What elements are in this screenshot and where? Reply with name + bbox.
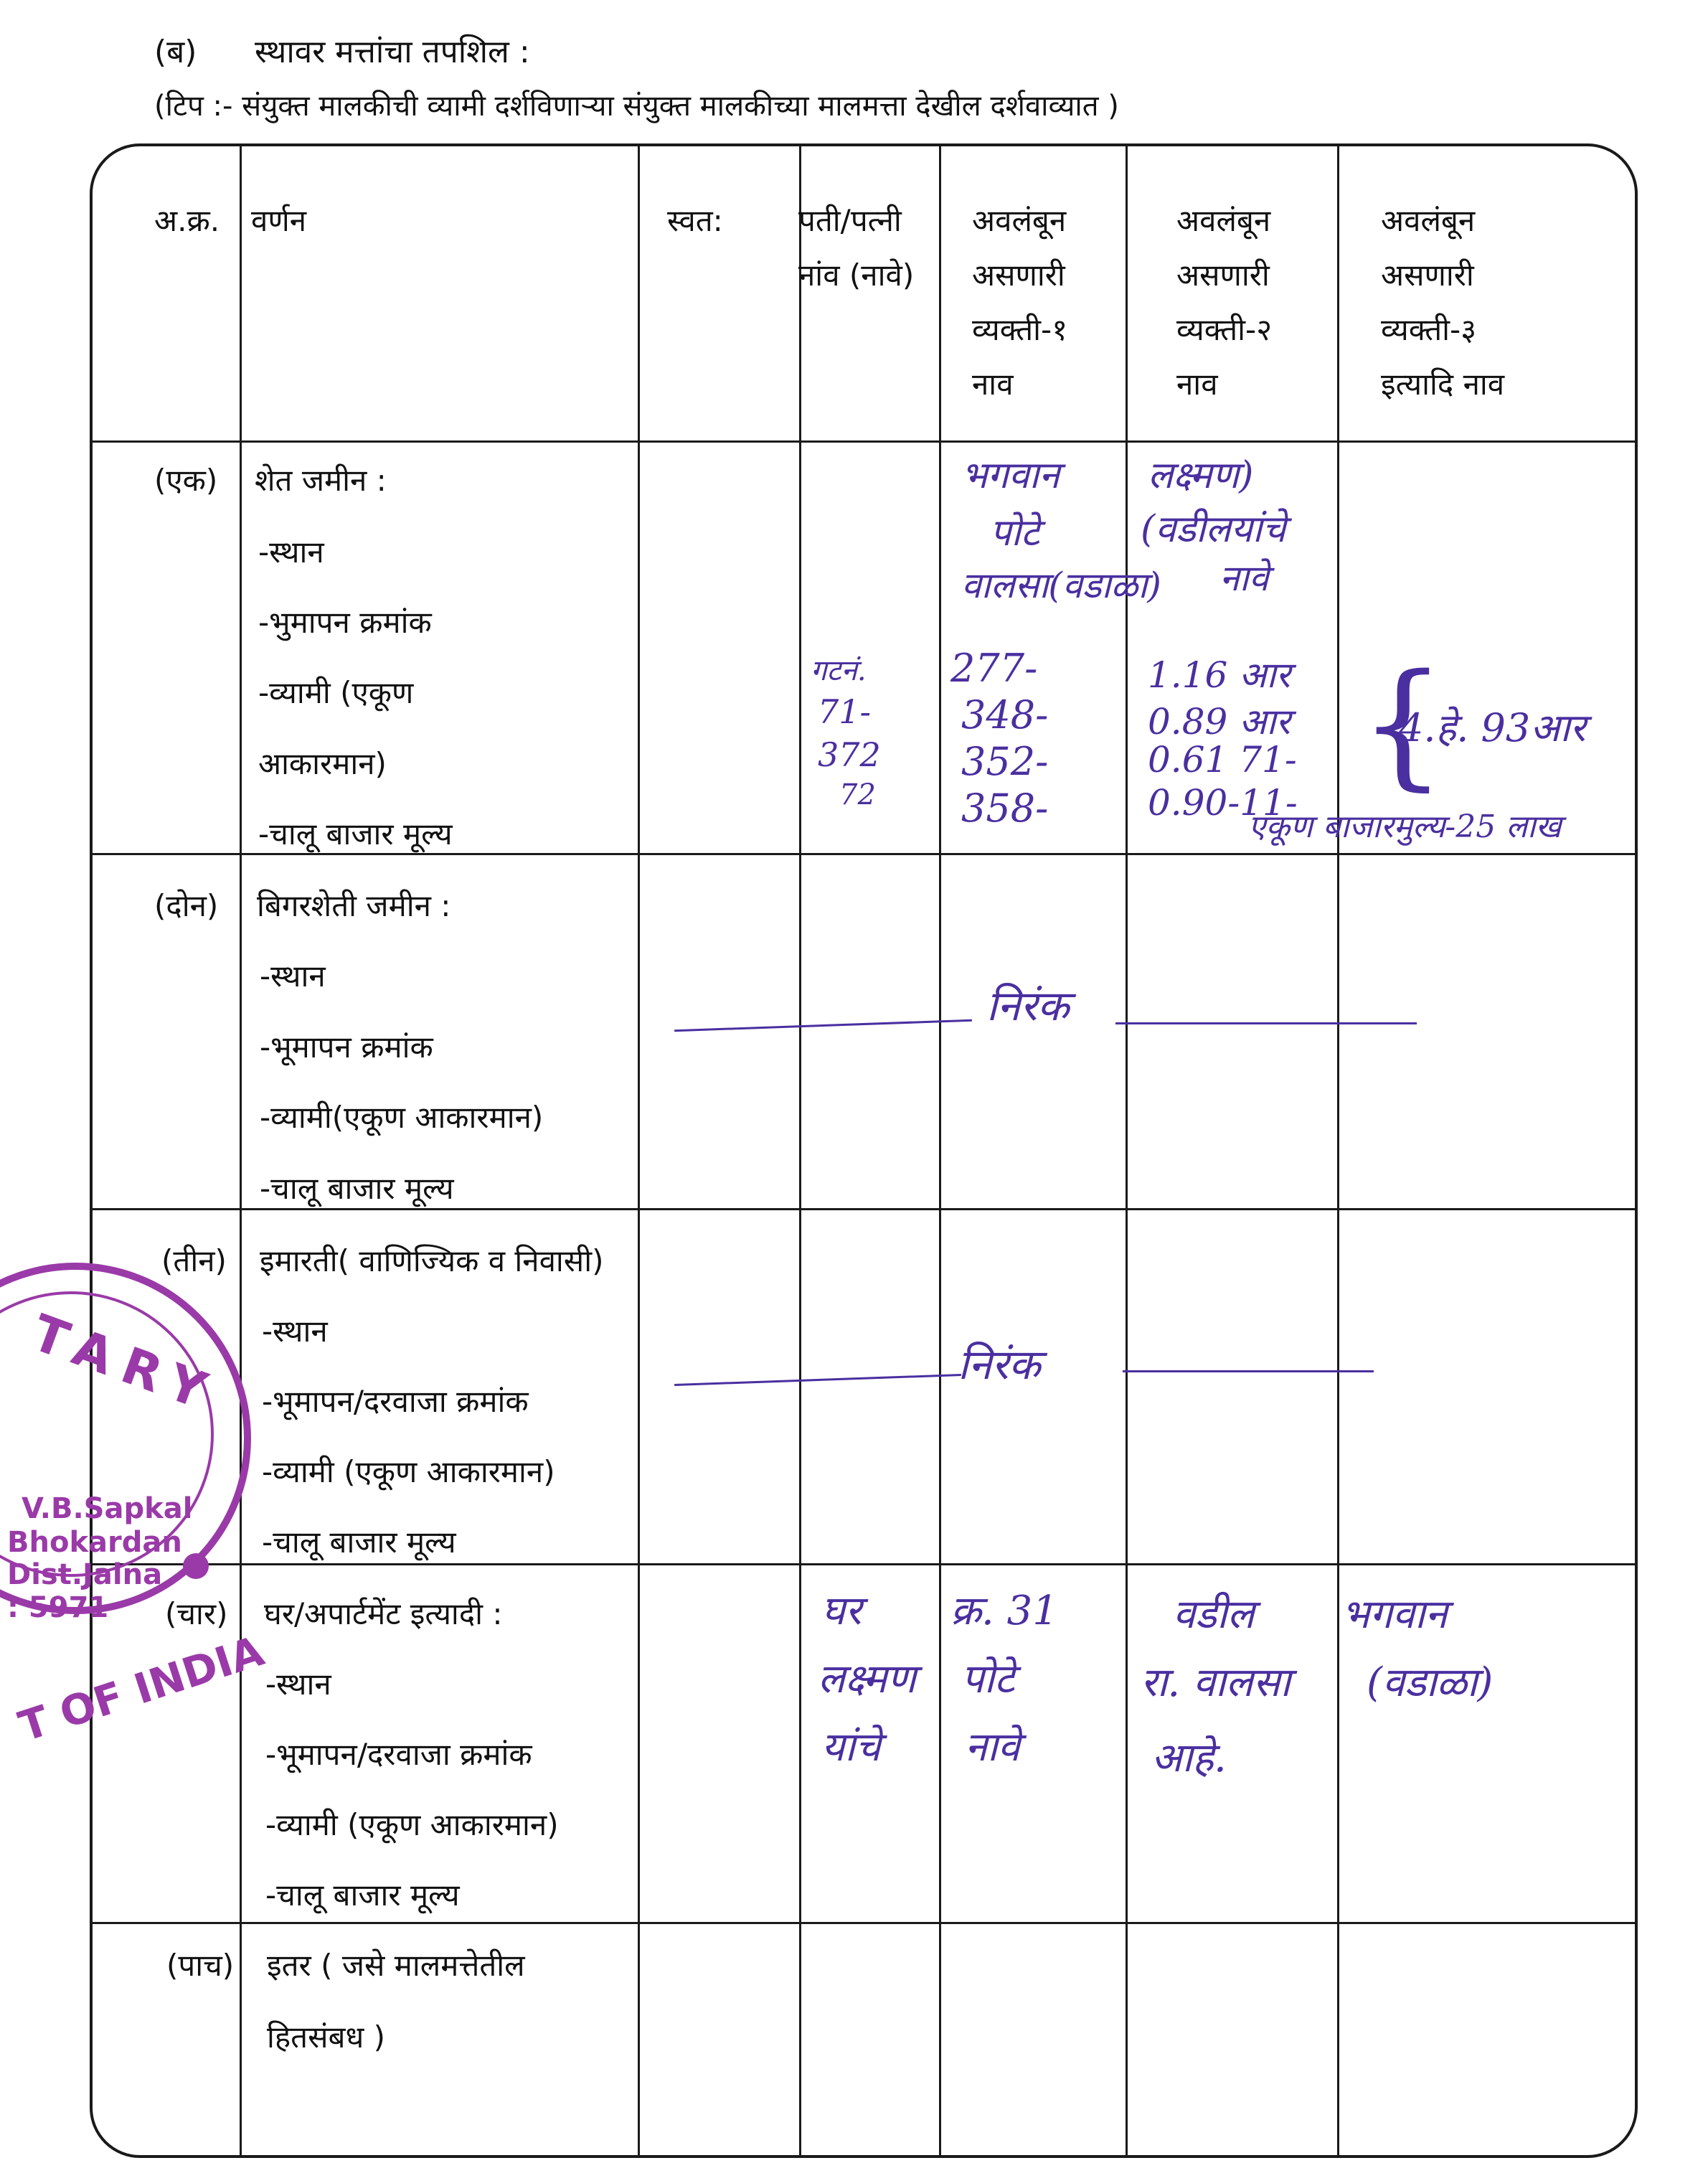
col-header-serial: अ.क्र. [154, 203, 220, 238]
col-divider [1126, 146, 1128, 2155]
row-item: -भूमापन/दरवाजा क्रमांक [265, 1737, 532, 1772]
col-divider [240, 146, 242, 2155]
row-divider [93, 1563, 1635, 1565]
handwritten-area: 1.16 आर [1148, 654, 1291, 696]
row-item: -स्थान [265, 1667, 331, 1702]
row-divider [93, 440, 1635, 443]
handwritten-area: 0.90-11- [1148, 782, 1298, 824]
handwritten-house: घर [821, 1588, 862, 1634]
handwritten-area: 0.89 आर [1148, 701, 1291, 743]
row-item: -व्यामी(एकूण आकारमान) [260, 1100, 544, 1135]
row-divider [93, 1208, 1635, 1210]
handwritten-owner-village: वालसा(वडाळा) [961, 565, 1161, 606]
stamp-line: Dist.Jalna [7, 1558, 163, 1591]
row-item: बिगरशेती जमीन : [257, 888, 451, 923]
handwritten-dash [1115, 1022, 1417, 1024]
handwritten-father-note: (वडीलयांचे [1141, 508, 1286, 551]
handwritten-survey-number: 358- [961, 786, 1049, 831]
row-item: -चालू बाजार मूल्य [258, 816, 453, 852]
col-divider [799, 146, 801, 2155]
row-number: (दोन) [154, 888, 219, 923]
row-item: -स्थान [260, 958, 326, 994]
row-item: -भूमापन/दरवाजा क्रमांक [262, 1384, 529, 1419]
row-number: (तीन) [161, 1243, 227, 1278]
handwritten-village-alt: (वडाळा) [1367, 1659, 1494, 1706]
handwritten-survey-number: 352- [961, 739, 1049, 784]
col-divider [638, 146, 640, 2155]
col-header-dependent-3: अवलंबून असणारी व्यक्ती-३ इत्यादि नाव [1381, 203, 1505, 402]
handwritten-gat-label: गटनं. [811, 654, 867, 687]
row-item: -भुमापन क्रमांक [258, 605, 432, 640]
stamp-line: Bhokardan [7, 1526, 182, 1559]
handwritten-name: लक्ष्मण [818, 1656, 916, 1702]
brace-icon: { [1359, 645, 1446, 803]
handwritten-father-name: लक्ष्मण) [1148, 454, 1254, 497]
row-item: घर/अपार्टमेंट इत्यादी : [264, 1596, 503, 1631]
col-header-self: स्वत: [667, 203, 723, 238]
handwritten-owner-name: भगवान [961, 454, 1060, 497]
handwritten-area: 0.61 71- [1148, 739, 1297, 781]
row-item: आकारमान) [258, 746, 387, 781]
assets-table [90, 143, 1638, 2158]
handwritten-nil: निरंक [986, 981, 1070, 1030]
row-item: हितसंबध ) [267, 2019, 386, 2055]
row-item: इतर ( जसे मालमत्तेतील [267, 1948, 525, 1983]
handwritten-survey-number: 348- [961, 692, 1049, 737]
col-header-dependent-1: अवलंबून असणारी व्यक्ती-१ नाव [972, 203, 1068, 402]
handwritten-text: यांचे [821, 1724, 881, 1771]
handwritten-dash [1123, 1370, 1374, 1372]
section-marker: (ब) [154, 34, 197, 70]
row-number: (चार) [165, 1596, 228, 1631]
row-item: -चालू बाजार मूल्य [262, 1524, 456, 1560]
handwritten-gat-label: 72 [839, 778, 876, 811]
row-item: -व्यामी (एकूण आकारमान) [265, 1807, 559, 1842]
handwritten-total-area: 4.हे. 93आर [1399, 705, 1586, 750]
section-note: (टिप :- संयुक्त मालकीची व्यामी दर्शविणाऱ्या संयुक्त मालकीच्या मालमत्ता देखील दर्शवाव्यात ) [154, 90, 1119, 123]
handwritten-house-number: क्र. 31 [950, 1588, 1058, 1634]
handwritten-text: आहे. [1151, 1735, 1227, 1781]
row-item: -भूमापन क्रमांक [260, 1029, 433, 1065]
stamp-line: : 5971 [7, 1591, 109, 1624]
handwritten-nil: निरंक [958, 1340, 1041, 1389]
row-item: शेत जमीन : [255, 463, 387, 498]
handwritten-text: नावे [965, 1724, 1020, 1771]
handwritten-surname: पोटे [961, 1656, 1015, 1702]
section-title: स्थावर मत्तांचा तपशिल : [255, 34, 530, 70]
stamp-top-text: TARY [24, 1303, 227, 1425]
handwritten-gat-label: 372 [818, 735, 881, 774]
handwritten-market-value: एकूण बाजारमुल्य-25 लाख [1248, 809, 1562, 845]
col-header-dependent-2: अवलंबून असणारी व्यक्ती-२ नाव [1176, 203, 1273, 402]
handwritten-father: वडील [1173, 1591, 1255, 1638]
row-divider [93, 1922, 1635, 1924]
stamp-bottom-text: T OF INDIA [13, 1626, 270, 1751]
row-item: -व्यामी (एकूण आकारमान) [262, 1454, 555, 1489]
row-item: -स्थान [258, 534, 324, 570]
stamp-line: V.B.Sapkal [22, 1492, 193, 1525]
row-number: (पाच) [166, 1948, 235, 1983]
col-header-description: वर्णन [251, 203, 307, 238]
handwritten-father-note-2: नावे [1219, 557, 1269, 599]
handwritten-name: भगवान [1341, 1591, 1448, 1638]
col-divider [1337, 146, 1339, 2155]
col-divider [939, 146, 941, 2155]
row-item: -चालू बाजार मूल्य [265, 1877, 460, 1913]
row-item: इमारती( वाणिज्यिक व निवासी) [260, 1243, 604, 1278]
row-item: -व्यामी (एकूण [258, 675, 414, 710]
handwritten-owner-surname: पोटे [990, 512, 1040, 555]
handwritten-village: रा. वालसा [1141, 1659, 1291, 1706]
row-number: (एक) [154, 463, 218, 498]
handwritten-gat-label: 71- [818, 692, 872, 731]
col-header-spouse: पती/पत्नी नांव (नावे) [798, 203, 915, 293]
handwritten-survey-number: 277- [950, 646, 1038, 691]
row-item: -चालू बाजार मूल्य [260, 1171, 454, 1206]
row-item: -स्थान [262, 1314, 328, 1349]
stamp-dot-icon [183, 1553, 209, 1579]
